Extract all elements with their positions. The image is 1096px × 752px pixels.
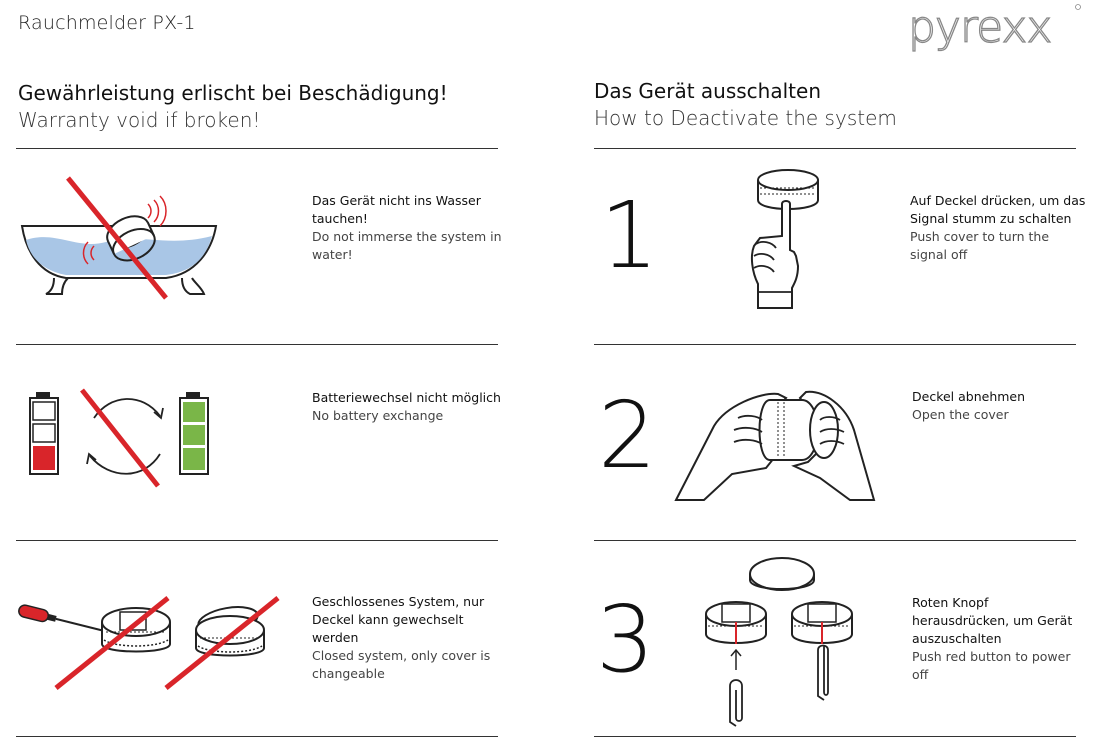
pyrexx-logo [906,2,1082,54]
right-heading-de: Das Gerät ausschalten [594,79,821,103]
left-divider-1 [16,344,498,345]
left-divider-2 [16,540,498,541]
item-3-text-de: Geschlossenes System, nur Deckel kann gewechselt werden [312,594,485,645]
item-3-text [312,593,502,683]
step-3-text-de: Roten Knopf herausdrücken, um Gerät auszuschalten [912,595,1073,646]
step-1-number: 1 [600,182,659,289]
item-1-text-de: Das Gerät nicht ins Wasser tauchen! [312,193,481,226]
detector-icon [196,603,264,656]
right-heading-en: How to Deactivate the system [594,106,897,130]
left-divider-bottom [16,736,498,737]
left-heading-de: Gewährleistung erlischt bei Beschädigung! [18,81,448,105]
step-1-text-de: Auf Deckel drücken, um das Signal stumm zu schalten [910,193,1086,226]
step-2-text [912,388,1088,424]
step-3-text [912,594,1088,684]
right-divider-1 [594,344,1076,345]
step-3-number: 3 [596,586,655,693]
left-heading-en: Warranty void if broken! [18,108,261,132]
left-divider-top [16,148,498,149]
right-divider-top [594,148,1076,149]
step-2-number: 2 [598,382,657,489]
item-3-text-en: Closed system, only cover is changeable [312,648,491,681]
no-water-illustration [16,170,226,305]
step-1-text-en: Push cover to turn the signal off [910,229,1050,262]
push-cover-illustration [742,166,832,314]
item-2-text [312,389,502,425]
logo-wordmark: pyrexx [908,2,1052,53]
open-cover-illustration [674,384,880,504]
step-1-text [910,192,1086,264]
power-off-illustration [696,552,866,732]
right-divider-2 [594,540,1076,541]
step-2-text-de: Deckel abnehmen [912,389,1026,404]
right-divider-bottom [594,736,1076,737]
item-1-text-en: Do not immerse the system in water! [312,229,502,262]
step-3-text-en: Push red button to power off [912,649,1071,682]
item-2-text-en: No battery exchange [312,408,444,423]
closed-system-illustration [16,592,288,692]
document-title: Rauchmelder PX-1 [18,12,196,34]
item-2-text-de: Batteriewechsel nicht möglich [312,390,501,405]
no-battery-exchange-illustration [26,388,216,488]
item-1-text [312,192,502,264]
step-2-text-en: Open the cover [912,407,1009,422]
